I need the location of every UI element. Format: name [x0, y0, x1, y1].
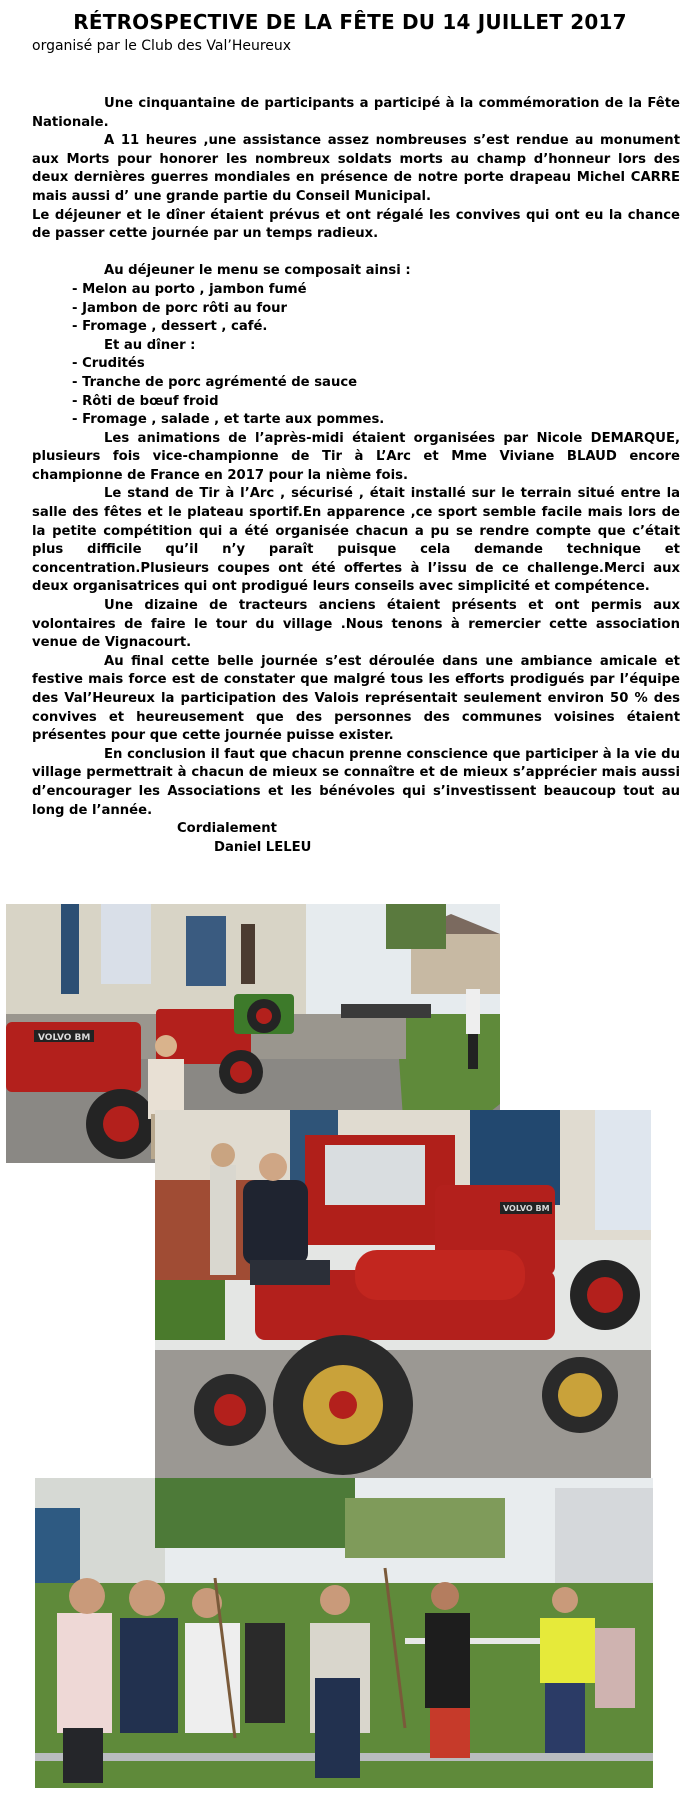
page-title: RÉTROSPECTIVE DE LA FÊTE DU 14 JUILLET 2017 [73, 10, 627, 34]
paragraph-conclusion: En conclusion il faut que chacun prenne conscience que participer à la vie du village permettrait à chacun de mieux se connaître et de mieux s’apprécier mais aussi d’encourager les Associations et les bénévoles qui s’investissent beaucoup tout au long de l’année. [32, 746, 680, 818]
signature: Daniel LELEU [214, 839, 312, 855]
list-item: - Crudités [72, 356, 145, 372]
article-body [32, 95, 680, 857]
list-item: - Fromage , dessert , café. [72, 319, 268, 335]
list-item: - Tranche de porc agrémenté de sauce [72, 374, 358, 390]
paragraph-animations: Les animations de l’après-midi étaient organisées par Nicole DEMARQUE, plusieurs fois vice-championne de Tir à L’Arc et Mme Viviane BLAUD encore championne de France en 2017 pour la nième fois. [32, 430, 680, 483]
list-item: - Jambon de porc rôti au four [72, 300, 288, 316]
svg-text:VOLVO BM: VOLVO BM [503, 1204, 550, 1213]
photo-archery-crowd [35, 1478, 653, 1788]
svg-text:VOLVO BM: VOLVO BM [38, 1033, 91, 1043]
paragraph-tractors: Une dizaine de tracteurs anciens étaient présents et ont permis aux volontaires de faire le tour du village .Nous tenons à remercier cette association venue de Vignacourt. [32, 598, 680, 651]
paragraph-conclusion-day: Au final cette belle journée s’est déroulée dans une ambiance amicale et festive mais force est de constater que malgré tous les efforts prodigués par l’équipe des Val’Heureux la participation des Valois représentait seulement environ 50 % des convives et heureusement que des personnes des communes voisines étaient présentes pour que cette journée puisse exister. [32, 653, 680, 744]
lunch-menu-intro: Au déjeuner le menu se composait ainsi : [104, 263, 411, 279]
paragraph-meals: Le déjeuner et le dîner étaient prévus et ont régalé les convives qui ont eu la chance de passer cette journée par un temps radieux. [32, 207, 680, 242]
dinner-menu-intro: Et au dîner : [104, 337, 196, 353]
page-subtitle: organisé par le Club des Val’Heureux [32, 38, 292, 54]
closing-text: Cordialement [177, 821, 277, 837]
photo-red-tractor-driver [155, 1110, 651, 1480]
list-item: - Melon au porto , jambon fumé [72, 281, 307, 297]
list-item: - Fromage , salade , et tarte aux pommes. [72, 412, 385, 428]
paragraph-intro: Une cinquantaine de participants a participé à la commémoration de la Fête Nationale. [32, 96, 680, 130]
paragraph-ceremony: A 11 heures ,une assistance assez nombreuses s’est rendue au monument aux Morts pour honorer les nombreux soldats morts au champ d’honneur lors des deux dernières guerres mondiales en présence de notre porte drapeau Michel CARRE mais aussi d’ une grande partie du Conseil Municipal. [32, 133, 680, 204]
list-item: - Rôti de bœuf froid [72, 393, 219, 409]
paragraph-archery: Le stand de Tir à l’Arc , sécurisé , était installé sur le terrain situé entre la salle des fêtes et le plateau sportif.En apparence ,ce sport semble facile mais lors de la petite compétition qui a été organisée chacun a pu se rendre compte que c’était plus difficile qu’il n’y paraît puisque cela demande technique et concentration.Plusieurs coupes ont été offertes à l’issu de ce challenge.Merci aux deux organisatrices qui ont prodigué leurs conseils avec simplicité et compétence. [32, 486, 680, 595]
